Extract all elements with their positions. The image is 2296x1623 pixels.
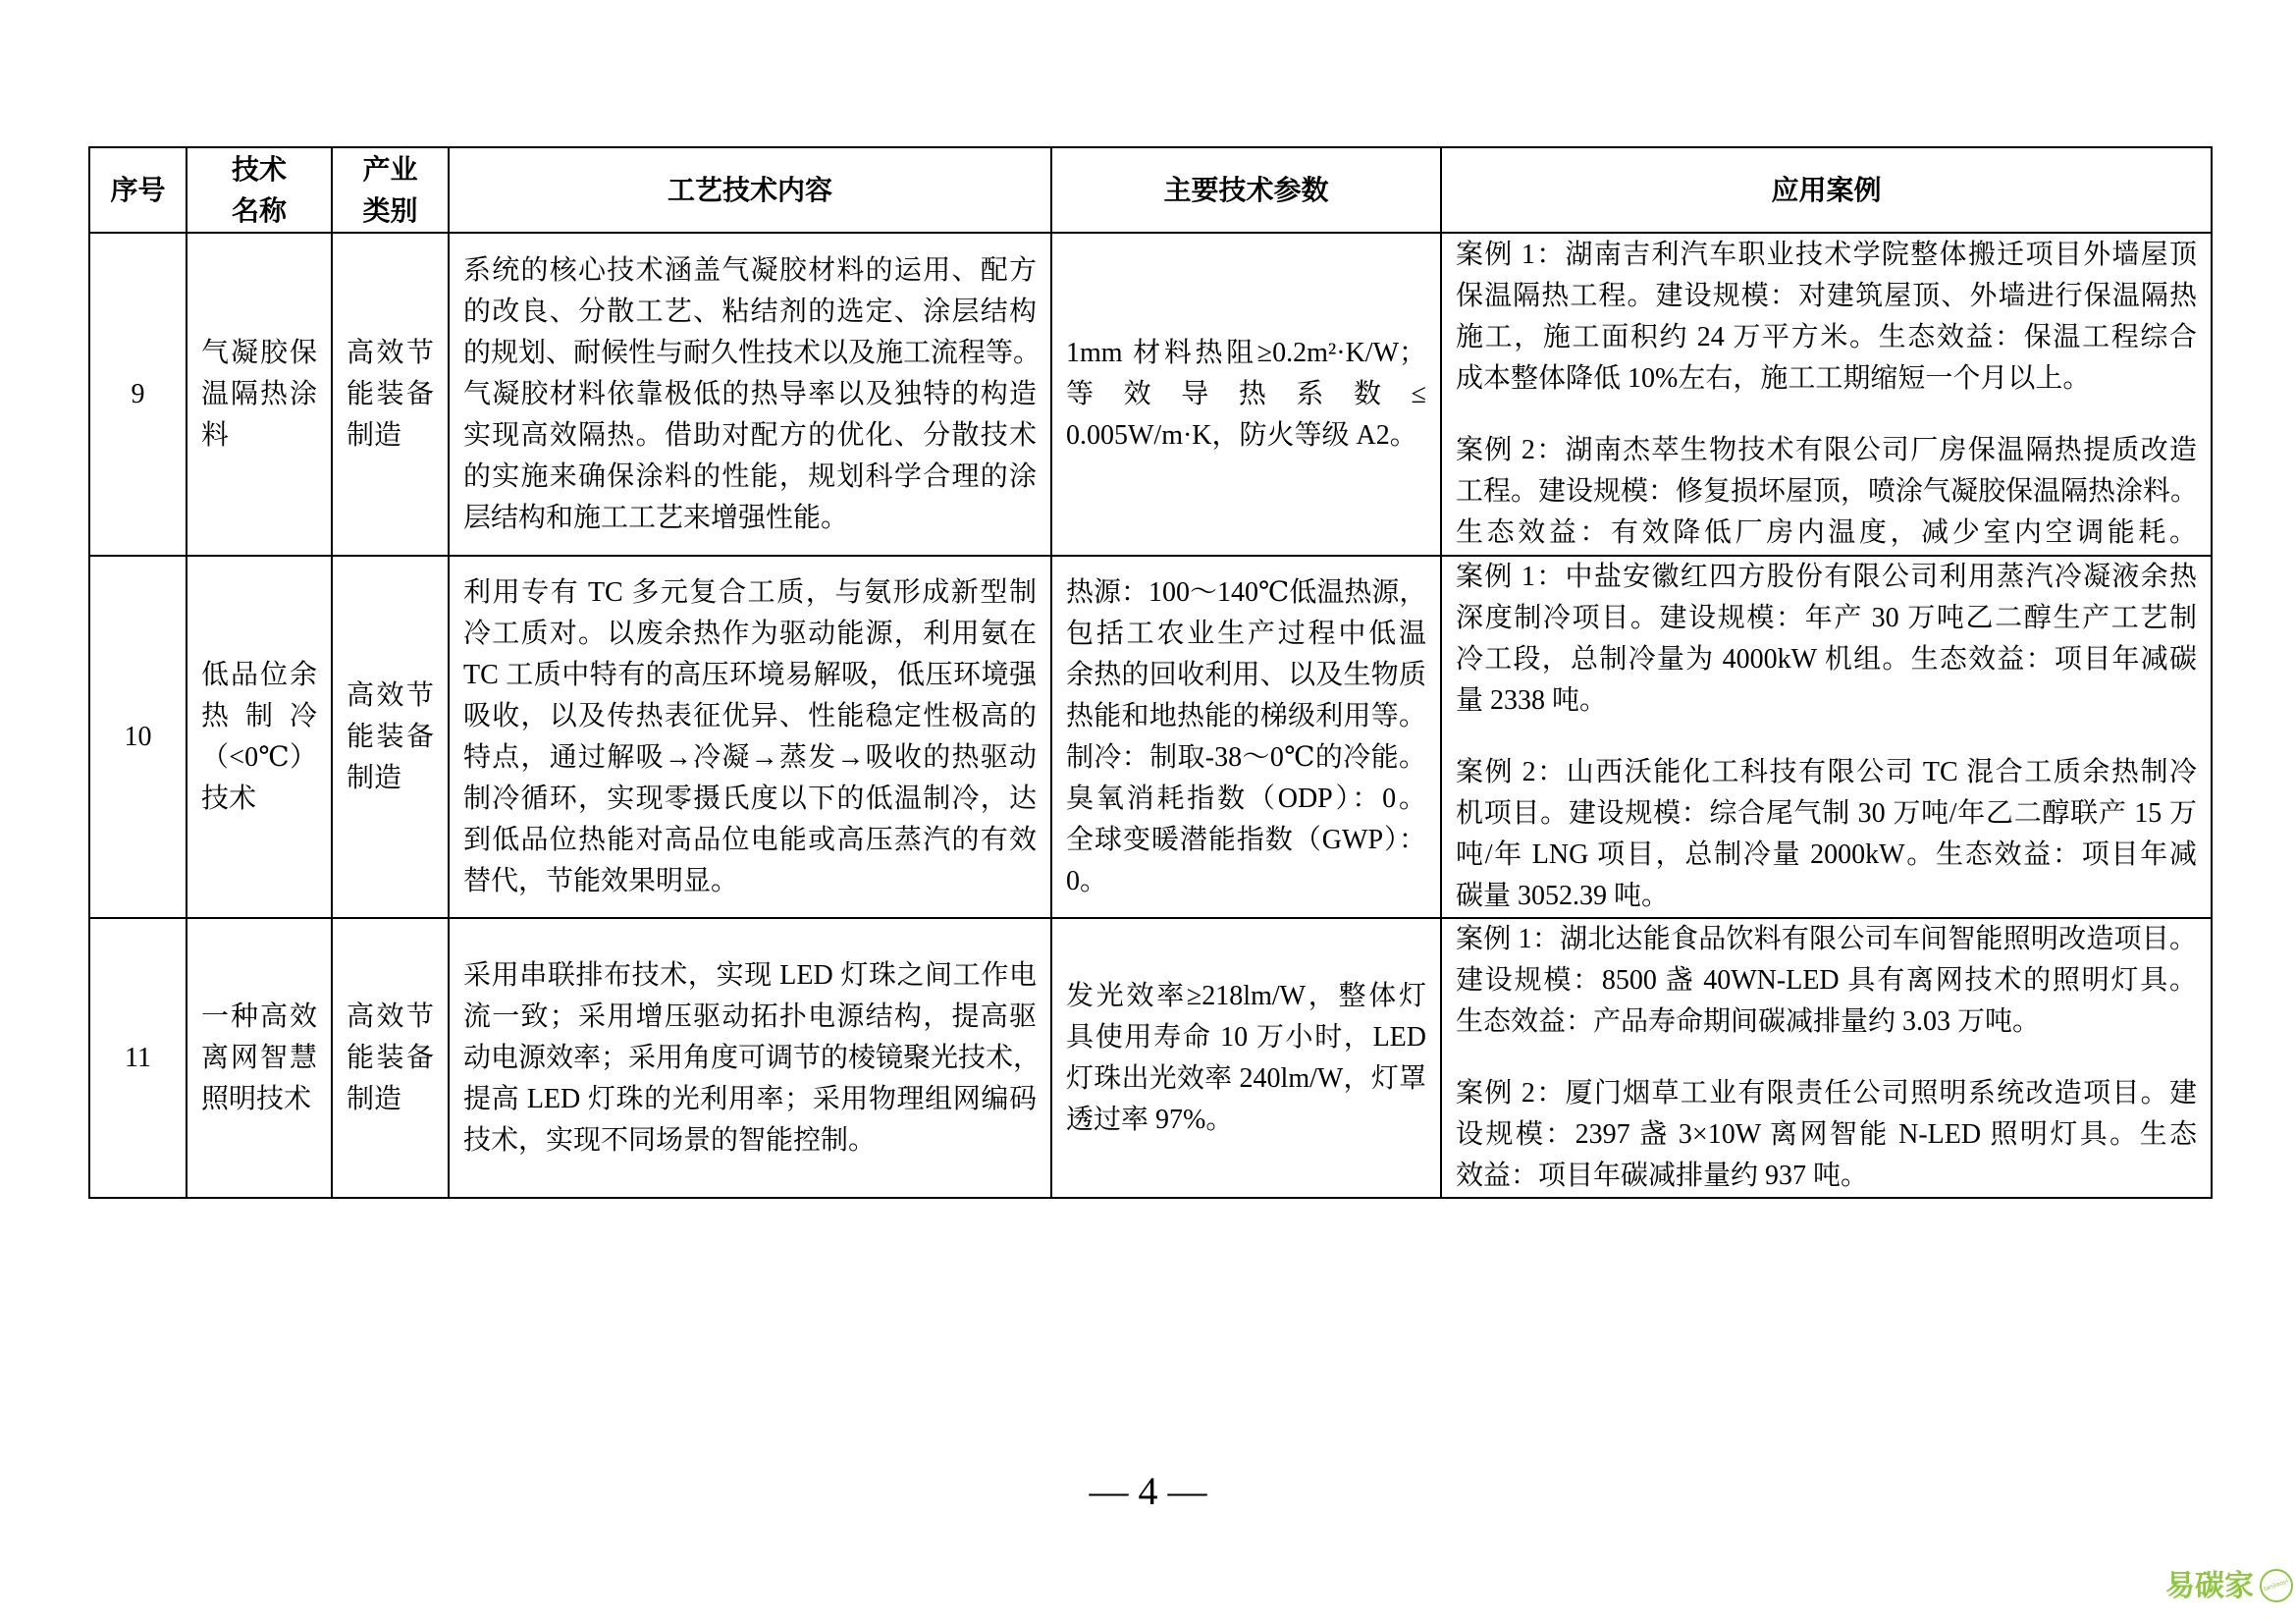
param-line: 0。 <box>1066 865 1108 896</box>
process-line: 替代，节能效果明显。 <box>463 865 739 896</box>
category-line: 制造 <box>347 762 402 793</box>
technology-catalog-table <box>88 146 2213 1199</box>
process-line: 技术，实现不同场景的智能控制。 <box>463 1124 877 1156</box>
category-line: 高效节 <box>347 679 434 711</box>
watermark-brand-logo: 易碳家 <box>2165 1569 2254 1603</box>
case-line: 量 2338 吨。 <box>1456 685 1608 716</box>
param-line: 全球变暖潜能指数（GWP）： <box>1066 824 1426 855</box>
case-line: 案例 1：湖北达能食品饮料有限公司车间智能照明改造项目。 <box>1456 924 2197 954</box>
case-block <box>1456 752 2197 917</box>
case-line: 碳量 3052.39 吨。 <box>1456 881 1670 911</box>
name-line: 低品位余 <box>201 659 317 690</box>
case-line: 保温隔热工程。建设规模：对建筑屋顶、外墙进行保温隔热 <box>1456 281 2197 311</box>
param-line: 具使用寿命 10 万小时，LED <box>1066 1021 1426 1053</box>
case-line: 施工，施工面积约 24 万平方米。生态效益：保温工程综合 <box>1456 322 2197 352</box>
process-line: 制冷循环，实现零摄氏度以下的低温制冷，达 <box>463 783 1037 814</box>
category-line: 能装备 <box>347 378 434 409</box>
case-line: 吨/年 LNG 项目，总制冷量 2000kW。生态效益：项目年减 <box>1456 839 2197 870</box>
page-number: — 4 — <box>1089 1469 1207 1513</box>
cell-process-content <box>449 918 1051 1198</box>
case-line: 生态效益：产品寿命期间碳减排量约 3.03 万吨。 <box>1456 1006 2041 1037</box>
process-line: 流一致；采用增压驱动拓扑电源结构，提高驱 <box>463 1001 1037 1032</box>
cell-industry-category <box>332 918 449 1198</box>
case-block <box>1456 1073 2197 1197</box>
case-line: 工程。建设规模：修复损坏屋顶，喷涂气凝胶保温隔热涂料。 <box>1456 476 2199 507</box>
cell-process-content <box>449 556 1051 918</box>
name-line: （<0℃） <box>201 741 317 773</box>
process-line: 系统的核心技术涵盖气凝胶材料的运用、配方 <box>463 254 1037 286</box>
name-line: 技术 <box>201 783 257 814</box>
process-line: 实现高效隔热。借助对配方的优化、分散技术 <box>463 419 1037 451</box>
process-line: 的规划、耐候性与耐久性技术以及施工流程等。 <box>463 337 1041 368</box>
case-block <box>1456 919 2197 1043</box>
case-line: 案例 2：山西沃能化工科技有限公司 TC 混合工质余热制冷 <box>1456 757 2197 787</box>
cell-application-cases <box>1441 233 2212 556</box>
cell-application-cases <box>1441 918 2212 1198</box>
header-main-parameters: 主要技术参数 <box>1051 147 1441 233</box>
header-line: 产业 <box>362 153 418 185</box>
header-line: 技术 <box>231 153 287 185</box>
cell-process-content <box>449 233 1051 556</box>
header-technology-name <box>187 147 332 233</box>
case-line: 案例 1：湖南吉利汽车职业技术学院整体搬迁项目外墙屋顶 <box>1456 240 2197 270</box>
cell-technology-name <box>187 556 332 918</box>
watermark-site-text: tanjiaoyi <box>2263 1577 2290 1594</box>
name-line: 温隔热涂 <box>201 378 317 409</box>
process-line: 的改良、分散工艺、粘结剂的选定、涂层结构 <box>463 296 1037 327</box>
category-line: 制造 <box>347 1083 402 1114</box>
case-line: 机项目。建设规模：综合尾气制 30 万吨/年乙二醇联产 15 万 <box>1456 798 2197 829</box>
case-line: 案例 2：厦门烟草工业有限责任公司照明系统改造项目。建 <box>1456 1078 2197 1109</box>
param-line: 等效导热系数≤ <box>1066 378 1426 409</box>
case-line: 深度制冷项目。建设规模：年产 30 万吨乙二醇生产工艺制 <box>1456 603 2197 633</box>
param-line: 包括工农业生产过程中低温 <box>1066 618 1426 649</box>
cell-main-parameters <box>1051 918 1441 1198</box>
header-serial-number: 序号 <box>89 147 187 233</box>
param-line: 发光效率≥218lm/W，整体灯 <box>1066 980 1426 1011</box>
header-process-content: 工艺技术内容 <box>449 147 1051 233</box>
case-block <box>1456 557 2197 722</box>
cell-serial-number: 11 <box>89 918 187 1198</box>
name-line: 一种高效 <box>201 1001 317 1032</box>
case-block <box>1456 235 2197 400</box>
category-line: 高效节 <box>347 1001 434 1032</box>
process-line: 提高 LED 灯珠的光利用率；采用物理组网编码 <box>463 1083 1037 1114</box>
category-line: 能装备 <box>347 1042 434 1073</box>
process-line: 层结构和施工工艺来增强性能。 <box>463 502 849 533</box>
cell-technology-name <box>187 918 332 1198</box>
param-line: 余热的回收利用、以及生物质 <box>1066 659 1426 690</box>
cell-industry-category <box>332 233 449 556</box>
cell-technology-name <box>187 233 332 556</box>
table-row <box>89 918 2212 1198</box>
watermark-badge-icon <box>2260 1569 2293 1602</box>
case-line: 设规模：2397 盏 3×10W 离网智能 N-LED 照明灯具。生态 <box>1456 1119 2197 1150</box>
table-row <box>89 233 2212 556</box>
cell-serial-number: 10 <box>89 556 187 918</box>
param-line: 1mm 材料热阻≥0.2m²·K/W； <box>1066 337 1426 368</box>
table-header-row <box>89 147 2212 233</box>
process-line: 冷工质对。以废余热作为驱动能源，利用氨在 <box>463 618 1037 649</box>
name-line: 离网智慧 <box>201 1042 317 1073</box>
case-line: 成本整体降低 10%左右，施工工期缩短一个月以上。 <box>1456 363 2091 394</box>
param-line: 臭氧消耗指数（ODP）：0。 <box>1066 783 1426 814</box>
name-line: 料 <box>201 419 230 451</box>
process-line: 气凝胶材料依靠极低的热导率以及独特的构造 <box>463 378 1037 409</box>
param-line: 制冷：制取-38～0℃的冷能。 <box>1066 741 1426 773</box>
process-line: 特点，通过解吸→冷凝→蒸发→吸收的热驱动 <box>463 741 1037 773</box>
name-line: 热制冷 <box>201 700 317 731</box>
cell-serial-number: 9 <box>89 233 187 556</box>
case-block <box>1456 430 2197 554</box>
param-line: 热能和地热能的梯级利用等。 <box>1066 700 1426 731</box>
name-line: 气凝胶保 <box>201 337 317 368</box>
case-line: 案例 1：中盐安徽红四方股份有限公司利用蒸汽冷凝液余热 <box>1456 562 2197 592</box>
header-application-cases: 应用案例 <box>1441 147 2212 233</box>
category-line: 能装备 <box>347 721 434 752</box>
process-line: TC 工质中特有的高压环境易解吸，低压环境强 <box>463 659 1037 690</box>
header-line: 名称 <box>231 194 287 226</box>
process-line: 采用串联排布技术，实现 LED 灯珠之间工作电 <box>463 959 1037 991</box>
case-line: 案例 2：湖南杰萃生物技术有限公司厂房保温隔热提质改造 <box>1456 435 2197 465</box>
case-line: 建设规模：8500 盏 40WN-LED 具有离网技术的照明灯具。 <box>1456 965 2197 996</box>
table-row <box>89 556 2212 918</box>
param-line: 透过率 97%。 <box>1066 1104 1234 1135</box>
cell-industry-category <box>332 556 449 918</box>
process-line: 动电源效率；采用角度可调节的棱镜聚光技术， <box>463 1042 1041 1073</box>
cell-main-parameters <box>1051 233 1441 556</box>
case-line: 效益：项目年碳减排量约 937 吨。 <box>1456 1161 1869 1191</box>
param-line: 热源：100～140℃低温热源， <box>1066 576 1427 608</box>
cell-application-cases <box>1441 556 2212 918</box>
param-line: 灯珠出光效率 240lm/W，灯罩 <box>1066 1062 1426 1094</box>
header-industry-category <box>332 147 449 233</box>
param-line: 0.005W/m·K，防火等级 A2。 <box>1066 419 1417 451</box>
process-line: 的实施来确保涂料的性能，规划科学合理的涂 <box>463 460 1037 492</box>
category-line: 高效节 <box>347 337 434 368</box>
process-line: 吸收，以及传热表征优异、性能稳定性极高的 <box>463 700 1037 731</box>
process-line: 利用专有 TC 多元复合工质，与氨形成新型制 <box>463 576 1037 608</box>
process-line: 到低品位热能对高品位电能或高压蒸汽的有效 <box>463 824 1037 855</box>
cell-main-parameters <box>1051 556 1441 918</box>
case-line: 冷工段，总制冷量为 4000kW 机组。生态效益：项目年减碳 <box>1456 644 2197 675</box>
category-line: 制造 <box>347 419 402 451</box>
name-line: 照明技术 <box>201 1083 312 1114</box>
case-line: 生态效益：有效降低厂房内温度，减少室内空调能耗。 <box>1456 517 2197 548</box>
header-line: 类别 <box>362 194 418 226</box>
